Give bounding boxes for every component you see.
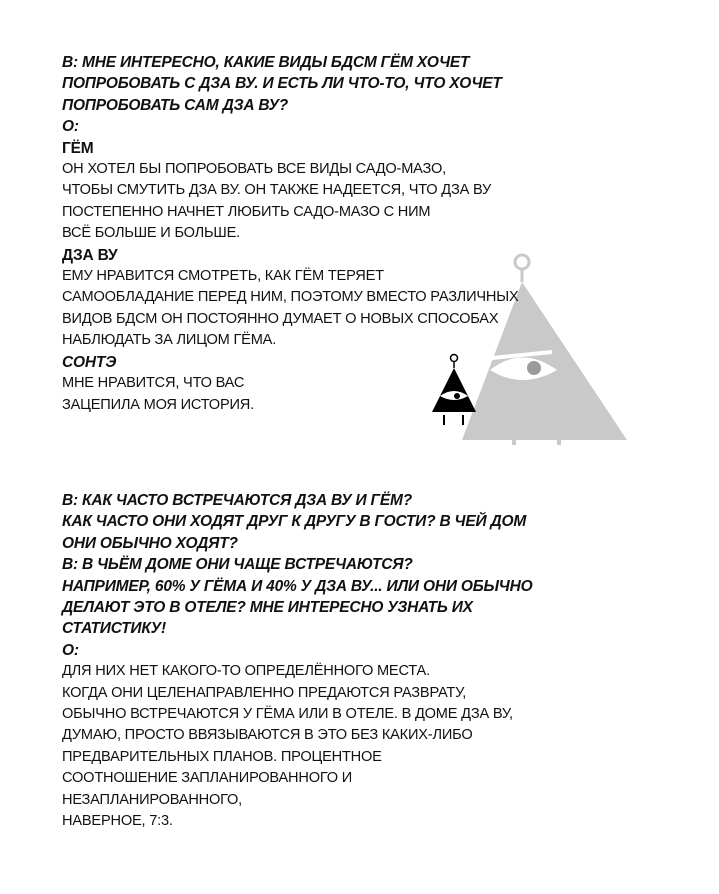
- question-line: НАПРИМЕР, 60% У ГЁМА И 40% У ДЗА ВУ... ИЛИ ОНИ ОБЫЧНО: [62, 577, 533, 595]
- question-line: ПОПРОБОВАТЬ САМ ДЗА ВУ?: [62, 96, 289, 114]
- question-line: В: КАК ЧАСТО ВСТРЕЧАЮТСЯ ДЗА ВУ И ГЁМ?: [62, 492, 412, 509]
- answer-line: ДЛЯ НИХ НЕТ КАКОГО-ТО ОПРЕДЕЛЁННОГО МЕСТА.: [62, 663, 430, 680]
- answer-line: ОН ХОТЕЛ БЫ ПОПРОБОВАТЬ ВСЕ ВИДЫ САДО-МАЗО,: [62, 161, 446, 178]
- question-line: ДЕЛАЮТ ЭТО В ОТЕЛЕ? МНЕ ИНТЕРЕСНО УЗНАТЬ ИХ: [62, 599, 473, 617]
- question-line: В: МНЕ ИНТЕРЕСНО, КАКИЕ ВИДЫ БДСМ ГЁМ ХОЧЕТ: [62, 54, 470, 71]
- answer-line: ДУМАЮ, ПРОСТО ВВЯЗЫВАЮТСЯ В ЭТО БЕЗ КАКИХ-ЛИБО: [62, 727, 473, 744]
- question-line: В: В ЧЬЁМ ДОМЕ ОНИ ЧАЩЕ ВСТРЕЧАЮТСЯ?: [62, 556, 413, 574]
- answer-line: ЗАЦЕПИЛА МОЯ ИСТОРИЯ.: [62, 396, 254, 413]
- qa-block-2: [62, 490, 702, 833]
- answer-label: О:: [62, 118, 79, 136]
- answer-label: О:: [62, 641, 79, 659]
- answer-line: ВИДОВ БДСМ ОН ПОСТОЯННО ДУМАЕТ О НОВЫХ СПОСОБАХ: [62, 310, 499, 327]
- answer-line: НАВЕРНОЕ, 7:3.: [62, 813, 173, 830]
- question-line: КАК ЧАСТО ОНИ ХОДЯТ ДРУГ К ДРУГУ В ГОСТИ? В ЧЕЙ ДОМ: [62, 513, 527, 531]
- answer-line: НАБЛЮДАТЬ ЗА ЛИЦОМ ГЁМА.: [62, 332, 277, 349]
- answer-line: КОГДА ОНИ ЦЕЛЕНАПРАВЛЕННО ПРЕДАЮТСЯ РАЗВРАТУ,: [62, 684, 467, 701]
- answer-line: МНЕ НРАВИТСЯ, ЧТО ВАС: [62, 375, 245, 392]
- answer-line: ОБЫЧНО ВСТРЕЧАЮТСЯ У ГЁМА ИЛИ В ОТЕЛЕ. В ДОМЕ ДЗА ВУ,: [62, 706, 513, 723]
- answer-line: ЕМУ НРАВИТСЯ СМОТРЕТЬ, КАК ГЁМ ТЕРЯЕТ: [62, 268, 384, 285]
- section-heading-gem: ГЁМ: [62, 139, 94, 157]
- answer-line: САМООБЛАДАНИЕ ПЕРЕД НИМ, ПОЭТОМУ ВМЕСТО РАЗЛИЧНЫХ: [62, 289, 519, 306]
- question-line: ОНИ ОБЫЧНО ХОДЯТ?: [62, 534, 238, 552]
- section-heading-dza-vu: ДЗА ВУ: [62, 246, 118, 264]
- answer-line: ПРЕДВАРИТЕЛЬНЫХ ПЛАНОВ. ПРОЦЕНТНОЕ: [62, 748, 382, 765]
- question-line: СТАТИСТИКУ!: [62, 620, 166, 638]
- answer-line: ПОСТЕПЕННО НАЧНЕТ ЛЮБИТЬ САДО-МАЗО С НИМ: [62, 203, 431, 220]
- question-line: ПОПРОБОВАТЬ С ДЗА ВУ. И ЕСТЬ ЛИ ЧТО-ТО, ЧТО ХОЧЕТ: [62, 75, 502, 93]
- answer-line: ЧТОБЫ СМУТИТЬ ДЗА ВУ. ОН ТАКЖЕ НАДЕЕТСЯ, ЧТО ДЗА ВУ: [62, 182, 492, 199]
- answer-line: ВСЁ БОЛЬШЕ И БОЛЬШЕ.: [62, 225, 240, 242]
- answer-line: НЕЗАПЛАНИРОВАННОГО,: [62, 791, 243, 808]
- answer-line: СООТНОШЕНИЕ ЗАПЛАНИРОВАННОГО И: [62, 770, 353, 787]
- qa-block-1: [62, 52, 702, 416]
- section-heading-sonte: СОНТЭ: [62, 353, 117, 371]
